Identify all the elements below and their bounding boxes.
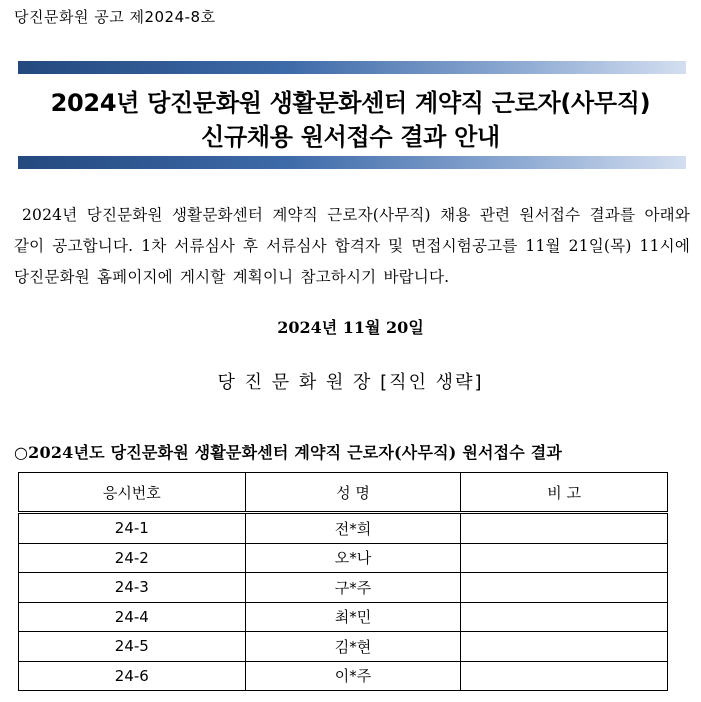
table-header-row [19, 473, 668, 513]
remarks [461, 573, 668, 603]
applicant-name: 이*주 [245, 661, 461, 691]
page-title-line2: 신규채용 원서접수 결과 안내 [201, 123, 500, 151]
notice-date: 2024년 11월 20일 [277, 318, 424, 337]
table-row [19, 661, 668, 691]
notice-number: 당진문화원 공고 제2024-8호 [14, 8, 216, 26]
signer: 당 진 문 화 원 장 [직인 생략] [217, 372, 484, 393]
remarks [461, 661, 668, 691]
table-row [19, 602, 668, 632]
application-number: 24-5 [19, 632, 246, 662]
notice-body: 2024년 당진문화원 생활문화센터 계약직 근로자(사무직) 채용 관련 원서접수 결과를 아래와 같이 공고합니다. 1차 서류심사 후 서류심사 합격자 및 면접시험공고를 11월 21일(목) 11시에 당진문화원 홈페이지에 게시할 계획이니 참고하시기 바랍니다. [14, 206, 690, 286]
remarks [461, 543, 668, 573]
page-title-line1: 2024년 당진문화원 생활문화센터 계약직 근로자(사무직) [50, 89, 651, 117]
application-number: 24-4 [19, 602, 246, 632]
header-application-number: 응시번호 [19, 473, 246, 513]
header-name: 성 명 [245, 473, 461, 513]
application-number: 24-1 [19, 513, 246, 544]
table-row [19, 573, 668, 603]
table-row [19, 543, 668, 573]
title-band-top [18, 61, 686, 74]
remarks [461, 632, 668, 662]
section-title: ○2024년도 당진문화원 생활문화센터 계약직 근로자(사무직) 원서접수 결과 [14, 443, 563, 462]
application-number: 24-2 [19, 543, 246, 573]
applicant-name: 오*나 [245, 543, 461, 573]
application-number: 24-3 [19, 573, 246, 603]
application-number: 24-6 [19, 661, 246, 691]
remarks [461, 513, 668, 544]
applicant-name: 구*주 [245, 573, 461, 603]
applicant-name: 전*희 [245, 513, 461, 544]
result-table [18, 472, 668, 691]
remarks [461, 602, 668, 632]
header-remarks: 비 고 [461, 473, 668, 513]
applicant-name: 최*민 [245, 602, 461, 632]
table-row [19, 632, 668, 662]
table-row [19, 513, 668, 544]
applicant-name: 김*현 [245, 632, 461, 662]
title-band-bottom [18, 156, 686, 169]
